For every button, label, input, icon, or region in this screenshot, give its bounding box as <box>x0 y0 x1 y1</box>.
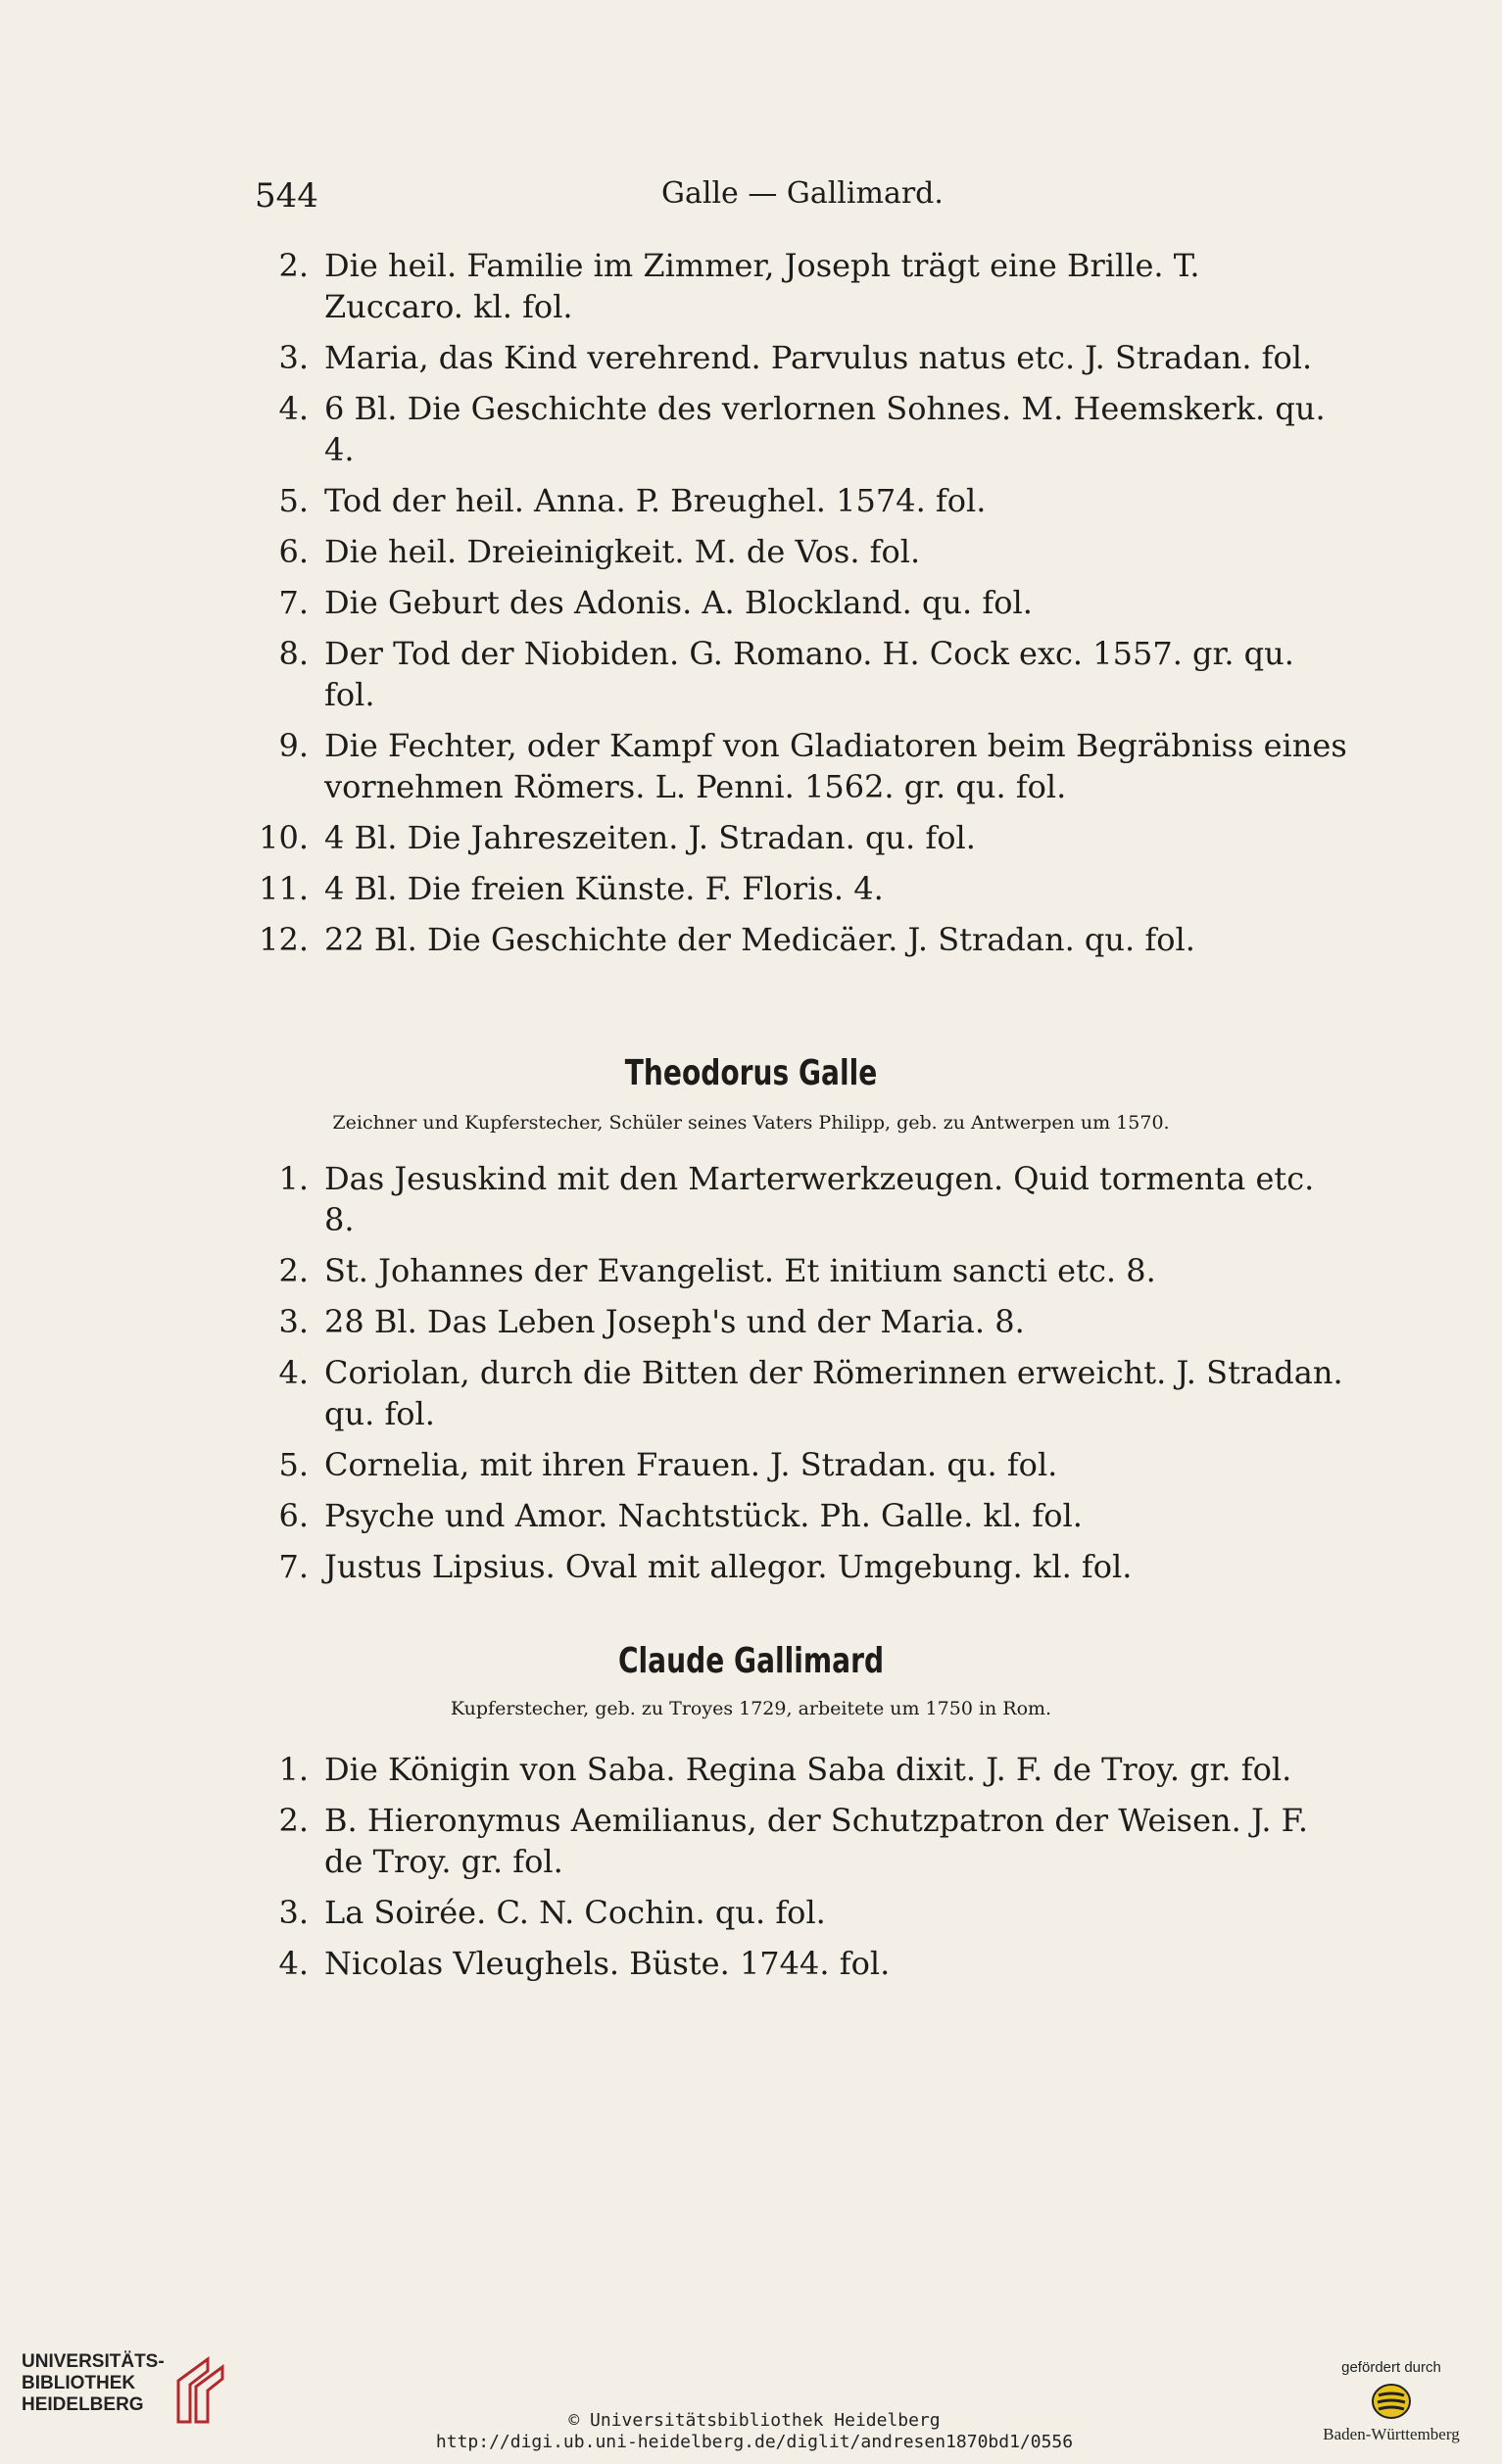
list-item: 3. Maria, das Kind verehrend. Parvulus natus etc. J. Stradan. fol. <box>278 339 1313 376</box>
list-item: 7. Die Geburt des Adonis. A. Blockland. qu. fol. <box>278 584 1033 621</box>
permalink-url[interactable]: http://digi.ub.uni-heidelberg.de/diglit/andresen1870bd1/0556 <box>435 2432 1074 2452</box>
list-item: 5. Tod der heil. Anna. P. Breughel. 1574. fol. <box>278 482 987 519</box>
list-item: 2. St. Johannes der Evangelist. Et initium sancti etc. 8. <box>278 1252 1156 1289</box>
list-item: 6. Psyche und Amor. Nachtstück. Ph. Galle. kl. fol. <box>278 1497 1083 1534</box>
section-title-theodorus-galle: Theodorus Galle <box>624 1053 878 1093</box>
entry-list-galle <box>250 245 1347 970</box>
list-item: 4. Coriolan, durch die Bitten der Römerinnen erweicht. J. Stradan. qu. fol. <box>278 1354 1343 1432</box>
list-item: 3. La Soirée. C. N. Cochin. qu. fol. <box>278 1894 826 1931</box>
list-item: 3. 28 Bl. Das Leben Joseph's und der Maria. 8. <box>278 1303 1025 1340</box>
logo-line-3: HEIDELBERG <box>22 2394 144 2415</box>
page-number: 544 <box>255 176 318 216</box>
copyright-text: © Universitätsbibliothek Heidelberg <box>568 2410 941 2431</box>
list-item: 7. Justus Lipsius. Oval mit allegor. Umgebung. kl. fol. <box>278 1548 1133 1585</box>
list-item: 5. Cornelia, mit ihren Frauen. J. Stradan. qu. fol. <box>278 1446 1058 1483</box>
list-item: 2. Die heil. Familie im Zimmer, Joseph trägt eine Brille. T. Zuccaro. kl. fol. <box>278 247 1200 325</box>
funded-by-label: gefördert durch <box>1341 2359 1441 2376</box>
list-item: 12. 22 Bl. Die Geschichte der Medicäer. J. Stradan. qu. fol. <box>259 921 1195 958</box>
entry-list-theodorus-galle <box>250 1158 1347 1597</box>
section-subtitle-claude-gallimard: Kupferstecher, geb. zu Troyes 1729, arbeitete um 1750 in Rom. <box>450 1698 1052 1719</box>
logo-line-1: UNIVERSITÄTS- <box>22 2351 165 2372</box>
list-item: 6. Die heil. Dreieinigkeit. M. de Vos. fol. <box>278 533 921 570</box>
list-item: 9. Die Fechter, oder Kampf von Gladiatoren beim Begräbniss eines vornehmen Römers. L. Penni. 1562. gr. qu. fol. <box>278 727 1347 805</box>
funder-block <box>1293 2359 1489 2444</box>
running-head: Galle — Gallimard. <box>661 176 944 211</box>
section-subtitle-theodorus-galle: Zeichner und Kupferstecher, Schüler seines Vaters Philipp, geb. zu Antwerpen um 1570. <box>332 1112 1170 1134</box>
coat-of-arms-icon <box>1370 2382 1413 2421</box>
list-item: 1. Die Königin von Saba. Regina Saba dixit. J. F. de Troy. gr. fol. <box>278 1751 1292 1788</box>
university-library-logo <box>22 2351 227 2449</box>
list-item: 1. Das Jesuskind mit den Marterwerkzeugen. Quid tormenta etc. 8. <box>278 1160 1315 1238</box>
list-item: 8. Der Tod der Niobiden. G. Romano. H. Cock exc. 1557. gr. qu. fol. <box>278 635 1294 713</box>
list-item: 10. 4 Bl. Die Jahreszeiten. J. Stradan. qu. fol. <box>259 819 976 856</box>
funder-name: Baden-Württemberg <box>1323 2425 1460 2443</box>
list-item: 2. B. Hieronymus Aemilianus, der Schutzpatron der Weisen. J. F. de Troy. gr. fol. <box>278 1802 1309 1880</box>
page-header <box>255 176 1284 219</box>
list-item: 4. Nicolas Vleughels. Büste. 1744. fol. <box>278 1945 891 1982</box>
footer-credit <box>431 2410 1078 2453</box>
list-item: 11. 4 Bl. Die freien Künste. F. Floris. 4. <box>259 870 884 907</box>
entry-list-claude-gallimard <box>250 1749 1347 1994</box>
library-emblem-icon <box>169 2351 227 2430</box>
list-item: 4. 6 Bl. Die Geschichte des verlornen Sohnes. M. Heemskerk. qu. 4. <box>278 390 1326 468</box>
section-title-claude-gallimard: Claude Gallimard <box>617 1641 885 1681</box>
logo-line-2: BIBLIOTHEK <box>22 2373 136 2393</box>
